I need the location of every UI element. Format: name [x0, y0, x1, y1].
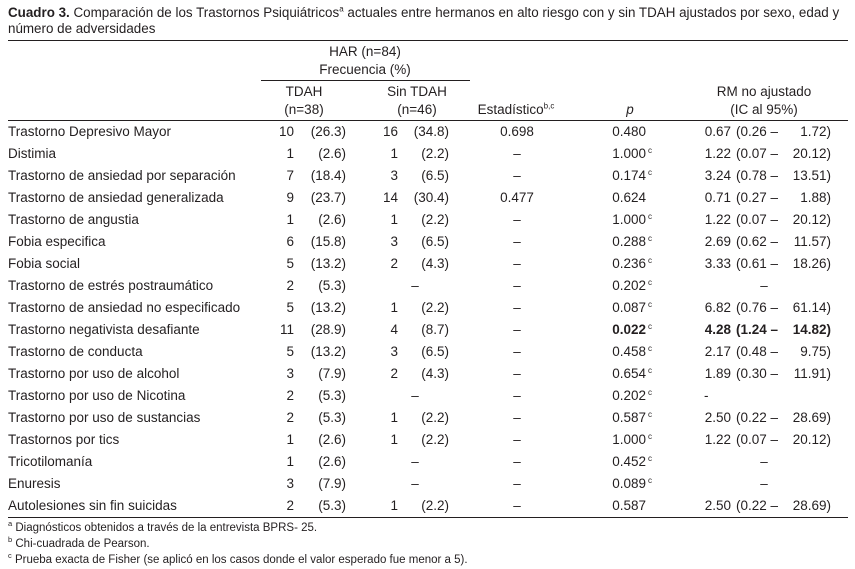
odds-ratio: 4.28: [704, 322, 731, 337]
odds-ratio: 0.67: [704, 124, 731, 139]
tdah-percent: (15.8): [310, 234, 346, 249]
table-row: [0, 121, 855, 143]
tdah-count: 5: [286, 256, 294, 271]
tdah-percent: (5.3): [318, 278, 346, 293]
p-value: 0.022: [612, 322, 646, 337]
tdah-count: 5: [286, 300, 294, 315]
row-label: Trastorno de angustia: [8, 212, 139, 227]
tdah-percent: (2.6): [318, 454, 346, 469]
ci-upper: 11.57): [793, 234, 831, 249]
ci-lower: (0.07 –: [736, 146, 779, 161]
ci-upper: 28.69): [792, 410, 831, 425]
tdah-count: 1: [286, 432, 294, 447]
ci-upper: 13.51): [792, 168, 831, 183]
p-value-footnote-mark: c: [648, 410, 652, 419]
table-row: [0, 275, 855, 297]
p-value-footnote-mark: c: [648, 300, 652, 309]
p-value: 0.480: [612, 124, 646, 139]
ci-lower: (0.22 –: [736, 498, 779, 513]
ci-lower: (0.76 –: [736, 300, 779, 315]
tdah-percent: (18.4): [310, 168, 346, 183]
p-value: 0.587: [612, 410, 646, 425]
row-label: Trastorno negativista desafiante: [8, 322, 200, 337]
p-value: 0.236: [612, 256, 646, 271]
col-header-tdah-n: (n=38): [284, 102, 324, 117]
tdah-percent: (13.2): [310, 344, 346, 359]
table-body: [0, 121, 855, 517]
odds-ratio: 1.89: [704, 366, 731, 381]
footnote-text: Diagnósticos obtenidos a través de la entrevista BPRS- 25.: [15, 522, 318, 534]
row-label: Trastornos por tics: [8, 432, 120, 447]
ci-lower: (0.62 –: [736, 234, 779, 249]
sin-tdah-count: 1: [390, 410, 398, 425]
sin-tdah-percent: (4.3): [421, 366, 449, 381]
statistic-value: –: [513, 256, 521, 271]
tdah-percent: (5.3): [318, 388, 346, 403]
sin-tdah-count: 1: [390, 498, 398, 513]
statistic-value: –: [513, 212, 521, 227]
table-row: [0, 187, 855, 209]
statistic-value: –: [513, 146, 521, 161]
tdah-count: 11: [279, 322, 294, 337]
p-value: 0.452: [612, 454, 646, 469]
tdah-count: 7: [286, 168, 294, 183]
ci-upper: 20.12): [792, 212, 831, 227]
sin-tdah-empty: –: [411, 476, 419, 491]
ci-upper: 1.72): [800, 124, 831, 139]
tdah-count: 1: [286, 146, 294, 161]
sin-tdah-count: 4: [390, 322, 398, 337]
sin-tdah-empty: –: [411, 278, 419, 293]
sin-tdah-count: 1: [390, 300, 398, 315]
col-header-sin-tdah-n: (n=46): [397, 102, 437, 117]
sin-tdah-count: 16: [382, 124, 398, 139]
tdah-percent: (13.2): [310, 256, 346, 271]
p-value-footnote-mark: c: [648, 168, 652, 177]
ci-upper: 1.88): [800, 190, 831, 205]
p-value-footnote-mark: c: [648, 476, 652, 485]
sin-tdah-count: 2: [390, 366, 398, 381]
ci-upper: 14.82): [792, 322, 831, 337]
row-label: Fobia social: [8, 256, 81, 271]
table-caption: [8, 5, 850, 37]
row-label: Enuresis: [8, 476, 61, 491]
odds-ratio: 2.50: [704, 498, 731, 513]
p-value-footnote-mark: c: [648, 146, 652, 155]
statistic-value: –: [513, 322, 521, 337]
odds-ratio: 3.24: [704, 168, 731, 183]
ci-lower: (0.27 –: [736, 190, 779, 205]
tdah-count: 3: [286, 476, 294, 491]
statistic-value: –: [513, 344, 521, 359]
caption-label: Cuadro 3.: [8, 5, 70, 20]
tdah-count: 5: [286, 344, 294, 359]
p-value-footnote-mark: c: [648, 234, 652, 243]
p-value-footnote-mark: c: [648, 256, 652, 265]
tdah-percent: (2.6): [318, 212, 346, 227]
sin-tdah-percent: (8.7): [421, 322, 449, 337]
statistic-value: –: [513, 476, 521, 491]
odds-ratio: 2.69: [704, 234, 731, 249]
sin-tdah-count: 14: [382, 190, 398, 205]
sin-tdah-percent: (6.5): [421, 234, 449, 249]
tdah-count: 6: [286, 234, 294, 249]
sin-tdah-percent: (2.2): [421, 432, 449, 447]
row-label: Trastorno Depresivo Mayor: [8, 124, 172, 139]
p-value: 0.587: [612, 498, 646, 513]
sin-tdah-count: 1: [390, 146, 398, 161]
odds-ratio: 1.22: [704, 212, 731, 227]
sin-tdah-count: 3: [390, 344, 398, 359]
ci-upper: 61.14): [792, 300, 831, 315]
p-value: 1.000: [612, 146, 646, 161]
p-value-footnote-mark: c: [648, 366, 652, 375]
group-header-subtitle: Frecuencia (%): [319, 62, 411, 77]
p-value-footnote-mark: c: [648, 388, 652, 397]
row-label: Distimia: [8, 146, 57, 161]
row-label: Trastorno de estrés postraumático: [8, 278, 214, 293]
ci-lower: (0.78 –: [736, 168, 779, 183]
tdah-percent: (7.9): [318, 366, 346, 381]
sin-tdah-percent: (6.5): [421, 344, 449, 359]
ci-lower: (0.22 –: [736, 410, 779, 425]
sin-tdah-percent: (4.3): [421, 256, 449, 271]
table-row: [0, 341, 855, 363]
footnote: [8, 520, 848, 536]
sin-tdah-count: 1: [390, 212, 398, 227]
sin-tdah-percent: (34.8): [413, 124, 449, 139]
odds-ratio-empty: –: [760, 454, 768, 469]
sin-tdah-empty: –: [411, 454, 419, 469]
statistic-value: –: [513, 410, 521, 425]
statistic-value: –: [513, 278, 521, 293]
group-header-title: HAR (n=84): [329, 44, 401, 59]
row-label: Trastorno por uso de sustancias: [8, 410, 201, 425]
row-label: Trastorno de ansiedad generalizada: [8, 190, 224, 205]
tdah-percent: (26.3): [310, 124, 346, 139]
tdah-count: 2: [286, 410, 294, 425]
ci-upper: 20.12): [792, 146, 831, 161]
tdah-percent: (5.3): [318, 410, 346, 425]
row-label: Fobia especifica: [8, 234, 106, 249]
p-value: 1.000: [612, 212, 646, 227]
table-row: [0, 473, 855, 495]
tdah-count: 2: [286, 388, 294, 403]
tdah-percent: (28.9): [310, 322, 346, 337]
ci-lower: (0.07 –: [736, 212, 779, 227]
p-value: 1.000: [612, 432, 646, 447]
odds-ratio: 6.82: [704, 300, 731, 315]
odds-ratio-empty: –: [760, 476, 768, 491]
sin-tdah-count: 3: [390, 234, 398, 249]
ci-lower: (0.07 –: [736, 432, 779, 447]
col-header-rm-ci: (IC al 95%): [730, 102, 798, 117]
caption-text: Comparación de los Trastornos Psiquiátricos: [73, 5, 340, 20]
statistic-value: –: [513, 234, 521, 249]
sin-tdah-count: 3: [390, 168, 398, 183]
col-header-statistic: [470, 101, 562, 119]
statistic-value: –: [513, 168, 521, 183]
sin-tdah-count: 1: [390, 432, 398, 447]
odds-ratio-empty: -: [704, 388, 709, 403]
odds-ratio: 2.50: [704, 410, 731, 425]
tdah-count: 3: [286, 366, 294, 381]
tdah-percent: (23.7): [310, 190, 346, 205]
tdah-count: 1: [286, 212, 294, 227]
p-value: 0.654: [612, 366, 646, 381]
statistic-value: –: [513, 366, 521, 381]
table-row: [0, 231, 855, 253]
tdah-percent: (13.2): [310, 300, 346, 315]
sin-tdah-percent: (2.2): [421, 212, 449, 227]
col-header-statistic-footnote-mark: b,c: [543, 101, 555, 111]
sin-tdah-percent: (2.2): [421, 146, 449, 161]
tdah-count: 2: [286, 498, 294, 513]
ci-upper: 18.26): [792, 256, 831, 271]
tdah-count: 10: [278, 124, 294, 139]
table-row: [0, 407, 855, 429]
row-label: Trastorno de ansiedad por separación: [8, 168, 236, 183]
table-row: [0, 209, 855, 231]
sin-tdah-count: 2: [390, 256, 398, 271]
table-row: [0, 451, 855, 473]
statistic-value: –: [513, 300, 521, 315]
tdah-count: 2: [286, 278, 294, 293]
p-value: 0.174: [612, 168, 646, 183]
tdah-percent: (7.9): [318, 476, 346, 491]
col-header-tdah: TDAH: [285, 84, 323, 99]
tdah-count: 1: [286, 454, 294, 469]
p-value-footnote-mark: c: [648, 212, 652, 221]
sin-tdah-percent: (6.5): [421, 168, 449, 183]
p-value: 0.624: [612, 190, 646, 205]
ci-upper: 28.69): [792, 498, 831, 513]
footnote-text: Chi-cuadrada de Pearson.: [15, 538, 150, 550]
footnote-text: Prueba exacta de Fisher (se aplicó en los casos donde el valor esperado fue menor a 5).: [14, 554, 468, 566]
table-row: [0, 495, 855, 517]
row-label: Trastorno por uso de Nicotina: [8, 388, 186, 403]
p-value-footnote-mark: c: [648, 344, 652, 353]
ci-lower: (0.26 –: [736, 124, 779, 139]
footnotes: [8, 520, 848, 568]
p-value-footnote-mark: c: [648, 432, 652, 441]
sin-tdah-percent: (2.2): [421, 498, 449, 513]
table-row: [0, 253, 855, 275]
odds-ratio: 0.71: [704, 190, 731, 205]
footnote: [8, 536, 848, 552]
ci-lower: (0.48 –: [736, 344, 779, 359]
table-row: [0, 165, 855, 187]
tdah-percent: (2.6): [318, 432, 346, 447]
ci-lower: (0.61 –: [736, 256, 779, 271]
col-header-rm: RM no ajustado: [716, 84, 812, 99]
row-label: Tricotilomanía: [8, 454, 93, 469]
caption-text-rest: actuales entre hermanos en alto riesgo con y sin TDAH ajustados por sexo, edad y número de adversidades: [8, 5, 840, 36]
p-value-footnote-mark: c: [648, 454, 652, 463]
table-row: [0, 429, 855, 451]
ci-upper: 9.75): [800, 344, 831, 359]
top-rule: [8, 40, 848, 41]
tdah-percent: (2.6): [318, 146, 346, 161]
odds-ratio-empty: –: [760, 278, 768, 293]
table-row: [0, 385, 855, 407]
col-header-statistic-label: Estadístico: [477, 102, 544, 117]
p-value: 0.202: [612, 388, 646, 403]
p-value-footnote-mark: c: [648, 278, 652, 287]
footnote-mark: c: [8, 551, 12, 561]
statistic-value: 0.477: [500, 190, 534, 205]
caption-footnote-mark: a: [339, 4, 344, 14]
group-header-rule: [261, 80, 470, 81]
col-header-sin-tdah: Sin TDAH: [387, 84, 447, 99]
odds-ratio: 1.22: [704, 146, 731, 161]
p-value: 0.089: [612, 476, 646, 491]
sin-tdah-percent: (2.2): [421, 410, 449, 425]
p-value-footnote-mark: c: [648, 322, 652, 331]
statistic-value: 0.698: [500, 124, 534, 139]
p-value: 0.288: [612, 234, 646, 249]
statistic-value: –: [513, 388, 521, 403]
bottom-rule: [8, 517, 848, 518]
ci-lower: (0.30 –: [736, 366, 779, 381]
tdah-count: 9: [286, 190, 294, 205]
ci-upper: 11.91): [793, 366, 831, 381]
ci-upper: 20.12): [792, 432, 831, 447]
p-value: 0.202: [612, 278, 646, 293]
table-row: [0, 297, 855, 319]
row-label: Trastorno de conducta: [8, 344, 143, 359]
table-row: [0, 143, 855, 165]
row-label: Trastorno por uso de alcohol: [8, 366, 180, 381]
statistic-value: –: [513, 498, 521, 513]
row-label: Trastorno de ansiedad no especificado: [8, 300, 241, 315]
row-label: Autolesiones sin fin suicidas: [8, 498, 177, 513]
table-row: [0, 319, 855, 341]
footnote-mark: a: [8, 519, 13, 529]
sin-tdah-percent: (2.2): [421, 300, 449, 315]
footnote-mark: b: [8, 535, 13, 545]
statistic-value: –: [513, 454, 521, 469]
odds-ratio: 1.22: [704, 432, 731, 447]
p-value: 0.087: [612, 300, 646, 315]
sin-tdah-percent: (30.4): [413, 190, 449, 205]
odds-ratio: 2.17: [704, 344, 731, 359]
tdah-percent: (5.3): [318, 498, 346, 513]
p-value: 0.458: [612, 344, 646, 359]
col-header-p: p: [626, 102, 634, 117]
odds-ratio: 3.33: [704, 256, 731, 271]
footnote: [8, 552, 848, 568]
table-row: [0, 363, 855, 385]
ci-lower: (1.24 –: [736, 322, 779, 337]
statistic-value: –: [513, 432, 521, 447]
sin-tdah-empty: –: [411, 388, 419, 403]
